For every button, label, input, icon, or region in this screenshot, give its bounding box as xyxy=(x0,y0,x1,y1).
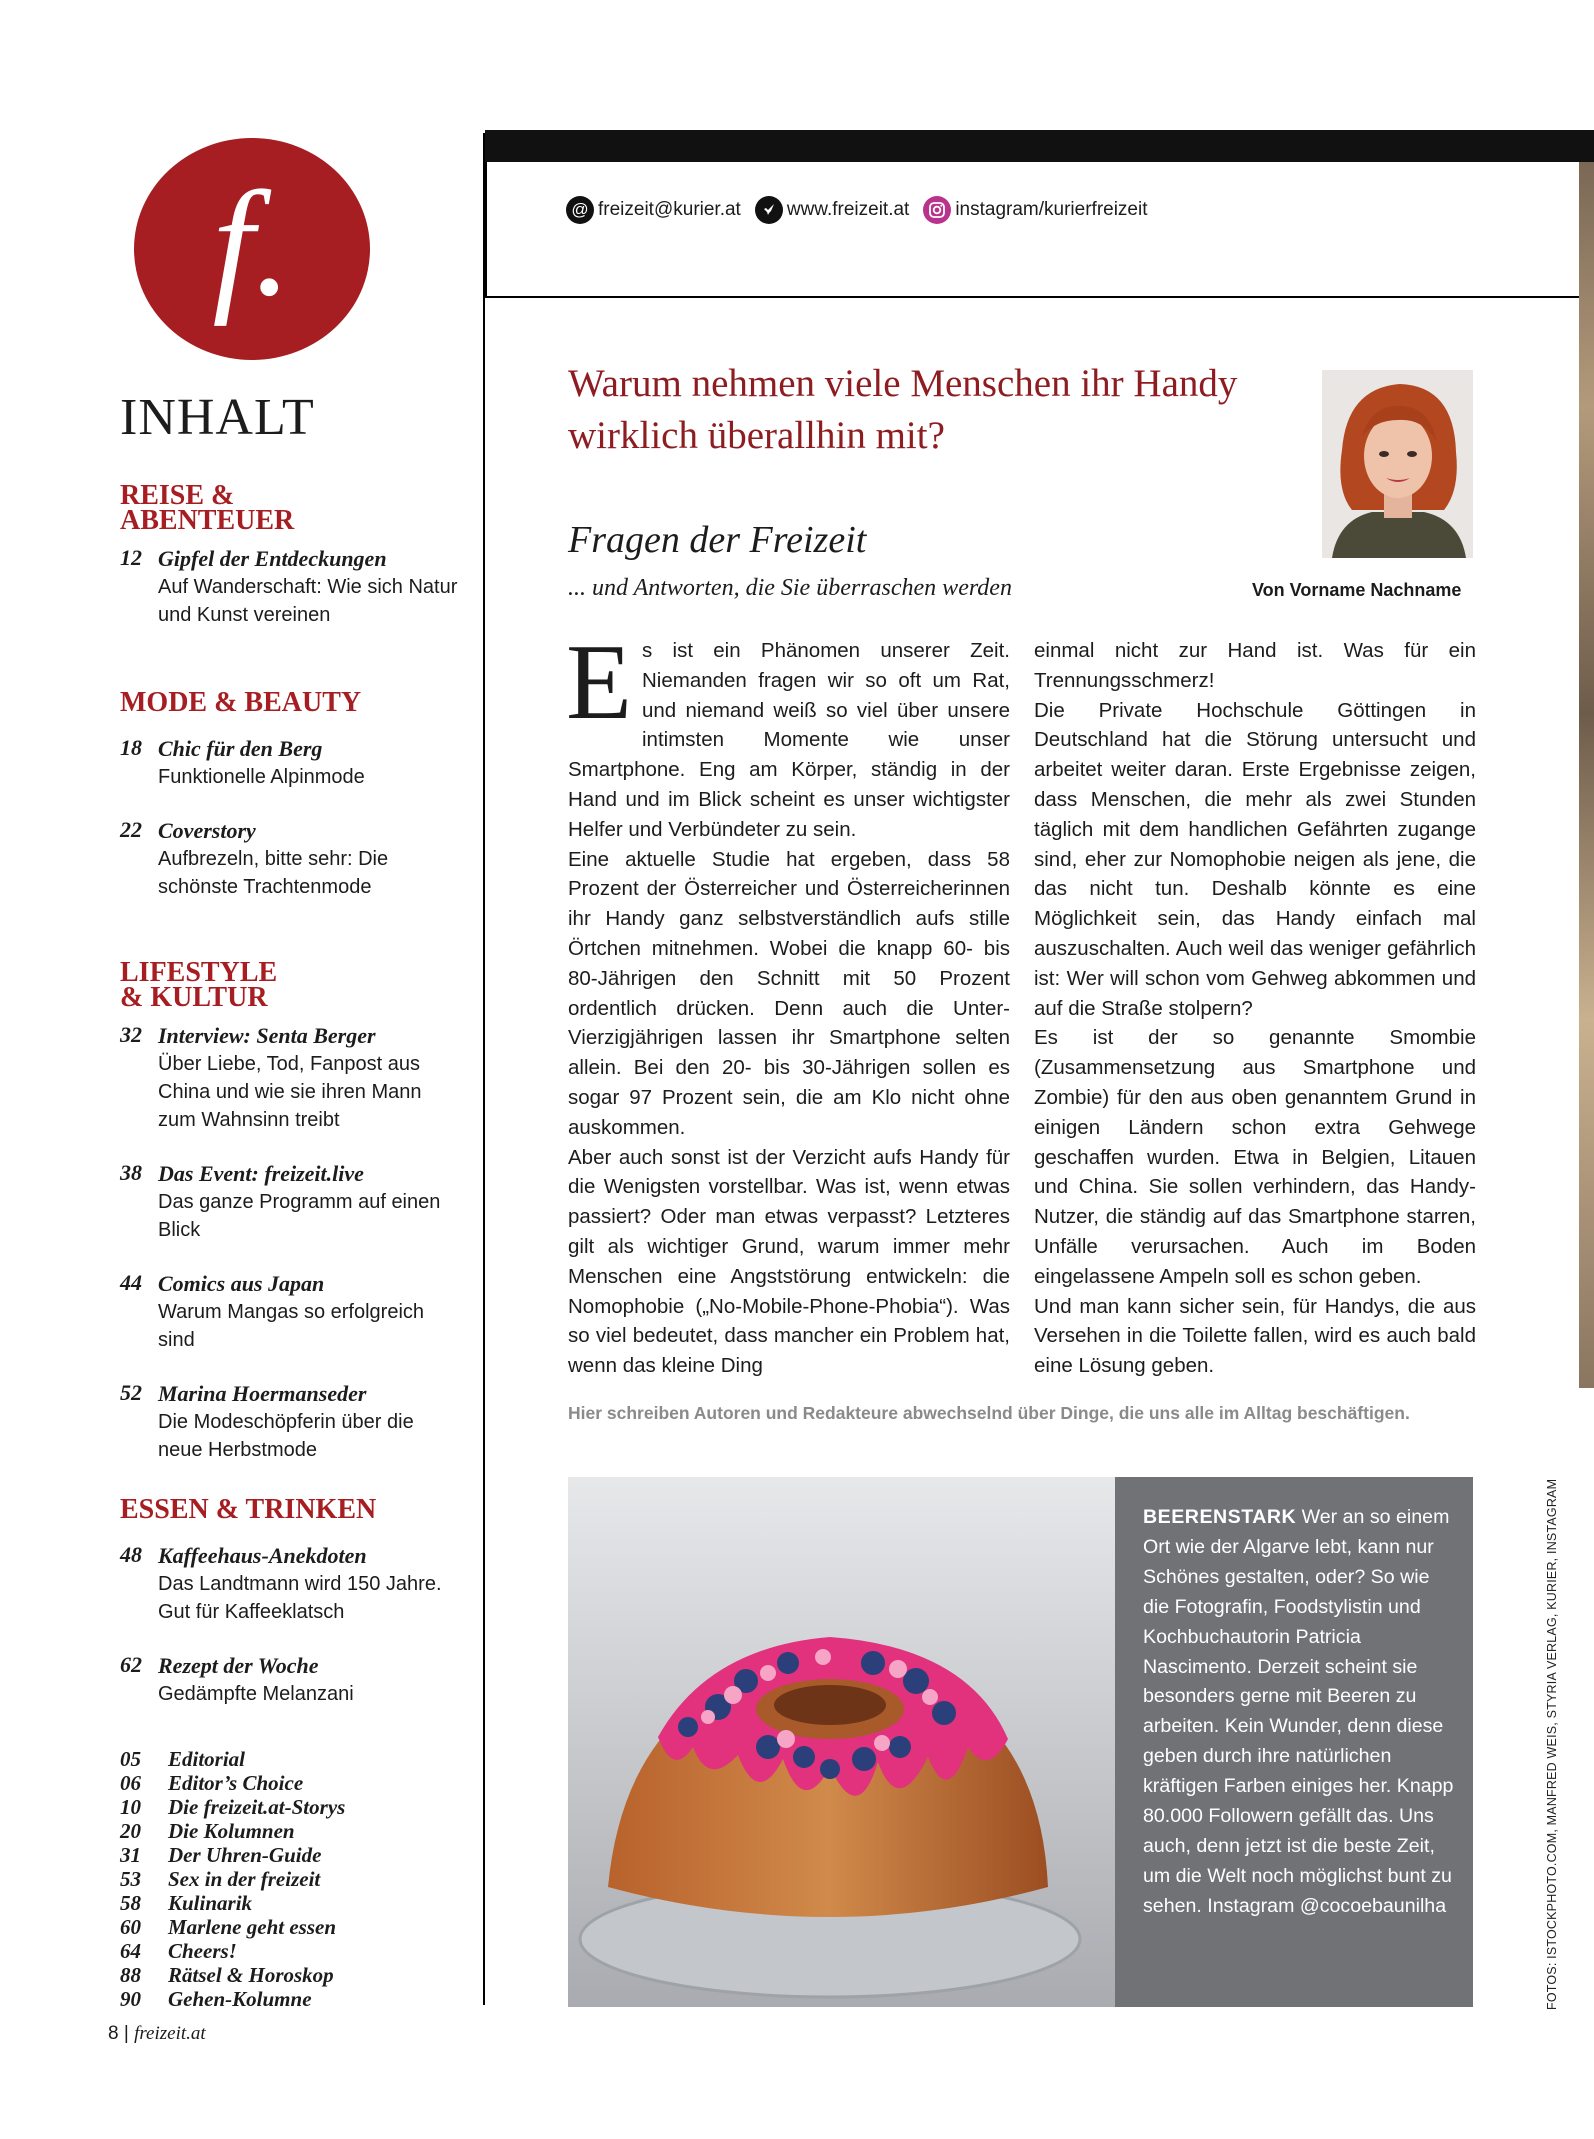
toc-page-number: 12 xyxy=(120,545,142,570)
author-portrait xyxy=(1322,370,1473,558)
toc-description: Gedämpfte Melanzani xyxy=(158,1683,354,1705)
short-list-number: 06 xyxy=(120,1771,141,1795)
short-list-title: Sex in der freizeit xyxy=(168,1867,321,1891)
short-list-title: Marlene geht essen xyxy=(168,1915,336,1939)
logo-letter: f. xyxy=(212,161,292,327)
section-heading: ESSEN & TRINKEN xyxy=(120,1494,377,1525)
toc-description: Aufbrezeln, bitte sehr: Die schönste Trachtenmode xyxy=(158,848,389,898)
toc-description: Das Landtmann wird 150 Jahre. Gut für Kaffeeklatsch xyxy=(158,1573,442,1623)
top-box-border-left xyxy=(485,162,487,298)
contact-instagram-text: instagram/kurierfreizeit xyxy=(955,199,1148,220)
toc-section-essen xyxy=(120,1494,460,1734)
short-list-item[interactable] xyxy=(120,1963,345,1987)
short-list-item[interactable] xyxy=(120,1915,345,1939)
short-list-number: 58 xyxy=(120,1891,141,1915)
toc-page-number: 32 xyxy=(120,1022,142,1047)
short-list-item[interactable] xyxy=(120,1987,345,2011)
article-column-left xyxy=(566,623,1010,1381)
footer-separator: | xyxy=(123,2023,129,2044)
toc-description: Das ganze Programm auf einen Blick xyxy=(158,1191,441,1241)
article-column-right xyxy=(1034,636,1476,1381)
photo-caption xyxy=(1143,1503,1461,1922)
toc-title: Interview: Senta Berger xyxy=(158,1023,376,1048)
short-list-title: Der Uhren-Guide xyxy=(168,1843,322,1867)
short-list-title: Cheers! xyxy=(168,1939,237,1963)
contact-email[interactable] xyxy=(566,196,741,224)
toc-page-number: 62 xyxy=(120,1652,142,1677)
at-sign-icon: @ xyxy=(566,196,594,224)
article-paragraph: Und man kann sicher sein, für Handys, die aus Versehen in die Toilette fallen, wird es auch bald eine Lösung geben. xyxy=(1034,1294,1476,1378)
short-list-item[interactable] xyxy=(120,1939,345,1963)
toc-page-number: 44 xyxy=(120,1270,142,1295)
section-heading: LIFESTYLE & KULTUR xyxy=(120,957,278,1013)
photo-credits: FOTOS: ISTOCKPHOTO.COM, MANFRED WEIS, STYRIA VERLAG, KURIER, INSTAGRAM xyxy=(1545,1478,1559,2010)
toc-section-mode xyxy=(120,687,460,927)
toc-item[interactable] xyxy=(120,1022,460,1134)
toc-page-number: 18 xyxy=(120,735,142,760)
short-list-number: 90 xyxy=(120,1987,141,2011)
toc-item[interactable] xyxy=(120,1380,460,1464)
section-heading: REISE & ABENTEUER xyxy=(120,480,295,536)
toc-description: Auf Wanderschaft: Wie sich Natur und Kunst vereinen xyxy=(158,576,458,626)
caption-body: Wer an so einem Ort wie der Algarve lebt, kann nur Schönes gestalten, oder? So wie die Fotografin, Foodstylistin und Kochbuchautorin Patricia Nascimento. Derzeit scheint sie besonders gerne mit Beeren zu arbeiten. Kein Wunder, denn diese geben durch ihre natürlichen kräftigen Farben einiges her. Knapp 80.000 Followern gefällt das. Uns auch, denn jetzt ist die beste Zeit, um die Welt noch möglichst bunt zu sehen. Instagram @cocoebaunilha xyxy=(1143,1506,1454,1917)
toc-page-number: 22 xyxy=(120,817,142,842)
short-list-item[interactable] xyxy=(120,1867,345,1891)
instagram-icon xyxy=(923,196,951,224)
toc-title: Comics aus Japan xyxy=(158,1271,325,1296)
short-list-title: Kulinarik xyxy=(168,1891,253,1915)
footer-brand: freizeit.at xyxy=(134,2023,206,2044)
toc-page-number: 48 xyxy=(120,1542,142,1567)
short-list-number: 31 xyxy=(120,1843,141,1867)
short-list-number: 20 xyxy=(120,1819,141,1843)
article-paragraph: Aber auch sonst ist der Verzicht aufs Handy für die Wenigsten vorstellbar. Was ist, wenn etwas passiert? Oder man etwas verpasst? Letzteres gilt als wichtiger Grund, warum immer mehr Menschen eine Angststörung entwickeln: die Nomophobie („No-Mobile-Phone-Phobia“). Was so viel bedeutet, dass mancher ein Problem hat, wenn das kleine Ding xyxy=(568,1145,1010,1378)
contents-title: INHALT xyxy=(120,389,315,446)
toc-item[interactable] xyxy=(120,1542,460,1626)
article-paragraph: Die Private Hochschule Göttingen in Deutschland hat die Störung untersucht und arbeitet weiter daran. Erste Ergebnisse zeigen, dass Menschen, die mehr als zwei Stunden täglich mit dem handlichen Gefährten zugange sind, eher zur Nomophobie neigen als jene, die das nicht tun. Deshalb könnte es eine Möglichkeit sein, das Handy einfach mal auszuschalten. Auch weil das weniger gefährlich ist: Wer will schon vom Gehweg abkommen und auf die Straße stolpern? xyxy=(1034,698,1476,1020)
article-headline: Warum nehmen viele Menschen ihr Handy wirklich überallhin mit? xyxy=(568,362,1238,457)
short-list-title: Rätsel & Horoskop xyxy=(168,1963,334,1987)
short-list-title: Gehen-Kolumne xyxy=(168,1987,312,2011)
article-paragraph: einmal nicht zur Hand ist. Was für ein Trennungsschmerz! xyxy=(1034,639,1476,692)
toc-description: Über Liebe, Tod, Fanpost aus China und wie sie ihren Mann zum Wahnsinn treibt xyxy=(158,1053,422,1131)
short-list-item[interactable] xyxy=(120,1771,345,1795)
short-list-item[interactable] xyxy=(120,1843,345,1867)
article-paragraph: Es ist der so genannte Smombie (Zusammensetzung aus Smartphone und Zombie) für den aus oben genanntem Grund in einigen Ländern schon extra Gehwege geschaffen wurden. Etwa in Belgien, Litauen und China. Sie sollen verhindern, das Handy-Nutzer, die ständig auf das Smartphone starren, Unfälle verursachen. Auch im Boden eingelassene Ampeln soll es schon geben. xyxy=(1034,1026,1476,1288)
toc-item[interactable] xyxy=(120,735,460,791)
short-list-title: Editor’s Choice xyxy=(168,1771,304,1795)
short-list-item[interactable] xyxy=(120,1891,345,1915)
toc-title: Gipfel der Entdeckungen xyxy=(158,546,387,571)
short-list-number: 60 xyxy=(120,1915,141,1939)
article-paragraph: s ist ein Phänomen unserer Zeit. Niemanden fragen wir so oft um Rat, und niemand weiß so viel über unsere intimsten Momente wie unser Smartphone. Eng am Körper, ständig in der Hand und im Blick scheint es unser wichtigster Helfer und Verbündeter zu sein. xyxy=(568,639,1010,841)
top-box-border-bottom xyxy=(485,296,1594,298)
article-paragraph: Eine aktuelle Studie hat ergeben, dass 58 Prozent der Österreicher und Österreicherinnen ihr Handy ganz selbstverständlich aufs stille Örtchen mitnehmen. Wobei die knapp 60- bis 80-Jährigen den Schnitt mit 50 Prozent ordentlich drücken. Denn auch die Unter-Vierzigjährigen lassen ihr Smartphone selten allein. Bei den 20- bis 30-Jährigen sollen es sogar 97 Prozent sein, die am Klo nicht ohne auskommen. xyxy=(568,847,1010,1139)
toc-title: Marina Hoermanseder xyxy=(158,1381,367,1406)
toc-section-reise xyxy=(120,480,460,655)
toc-title: Coverstory xyxy=(158,818,256,843)
contact-website-text: www.freizeit.at xyxy=(786,199,910,220)
toc-description: Die Modeschöpferin über die neue Herbstmode xyxy=(158,1411,414,1461)
contact-row xyxy=(566,196,1162,224)
short-list-title: Editorial xyxy=(168,1747,246,1771)
caption-lead: BEERENSTARK xyxy=(1143,1506,1297,1528)
short-list-title: Die freizeit.at-Storys xyxy=(168,1795,346,1819)
toc-item[interactable] xyxy=(120,1270,460,1354)
cake-photo xyxy=(568,1477,1115,2007)
short-list-item[interactable] xyxy=(120,1747,345,1771)
toc-page-number: 38 xyxy=(120,1160,142,1185)
section-heading: MODE & BEAUTY xyxy=(120,687,362,718)
toc-title: Chic für den Berg xyxy=(158,736,323,761)
toc-short-list xyxy=(120,1747,345,2011)
short-list-number: 53 xyxy=(120,1867,141,1891)
page-footer xyxy=(108,2023,206,2045)
toc-title: Das Event: freizeit.live xyxy=(158,1161,364,1186)
rocket-icon xyxy=(755,196,783,224)
column-title: Fragen der Freizeit xyxy=(568,519,867,561)
toc-section-lifestyle xyxy=(120,957,460,1490)
drop-cap: E xyxy=(566,623,632,742)
toc-title: Kaffeehaus-Anekdoten xyxy=(158,1543,367,1568)
adjacent-page-edge xyxy=(1579,162,1594,1388)
toc-title: Rezept der Woche xyxy=(158,1653,319,1678)
short-list-item[interactable] xyxy=(120,1819,345,1843)
short-list-number: 88 xyxy=(120,1963,141,1987)
toc-description: Funktionelle Alpinmode xyxy=(158,766,365,788)
toc-item[interactable] xyxy=(120,817,460,901)
top-black-bar xyxy=(485,130,1594,162)
author-byline: Von Vorname Nachname xyxy=(1252,580,1462,600)
short-list-number: 10 xyxy=(120,1795,141,1819)
page-number: 8 xyxy=(108,2023,119,2044)
column-footnote: Hier schreiben Autoren und Redakteure abwechselnd über Dinge, die uns alle im Alltag beschäftigen. xyxy=(568,1403,1410,1423)
short-list-number: 64 xyxy=(120,1939,141,1963)
short-list-title: Die Kolumnen xyxy=(168,1819,295,1843)
toc-item[interactable] xyxy=(120,1652,460,1708)
sidebar-divider xyxy=(483,133,485,2005)
freizeit-logo xyxy=(134,138,370,360)
toc-page-number: 52 xyxy=(120,1380,142,1405)
column-subtitle: ... und Antworten, die Sie überraschen werden xyxy=(568,575,1012,601)
contact-email-text: freizeit@kurier.at xyxy=(598,199,741,220)
contact-website[interactable] xyxy=(755,196,909,224)
toc-item[interactable] xyxy=(120,545,460,629)
toc-description: Warum Mangas so erfolgreich sind xyxy=(158,1301,425,1351)
toc-item[interactable] xyxy=(120,1160,460,1244)
contact-instagram[interactable] xyxy=(923,196,1147,224)
short-list-number: 05 xyxy=(120,1747,141,1771)
short-list-item[interactable] xyxy=(120,1795,345,1819)
